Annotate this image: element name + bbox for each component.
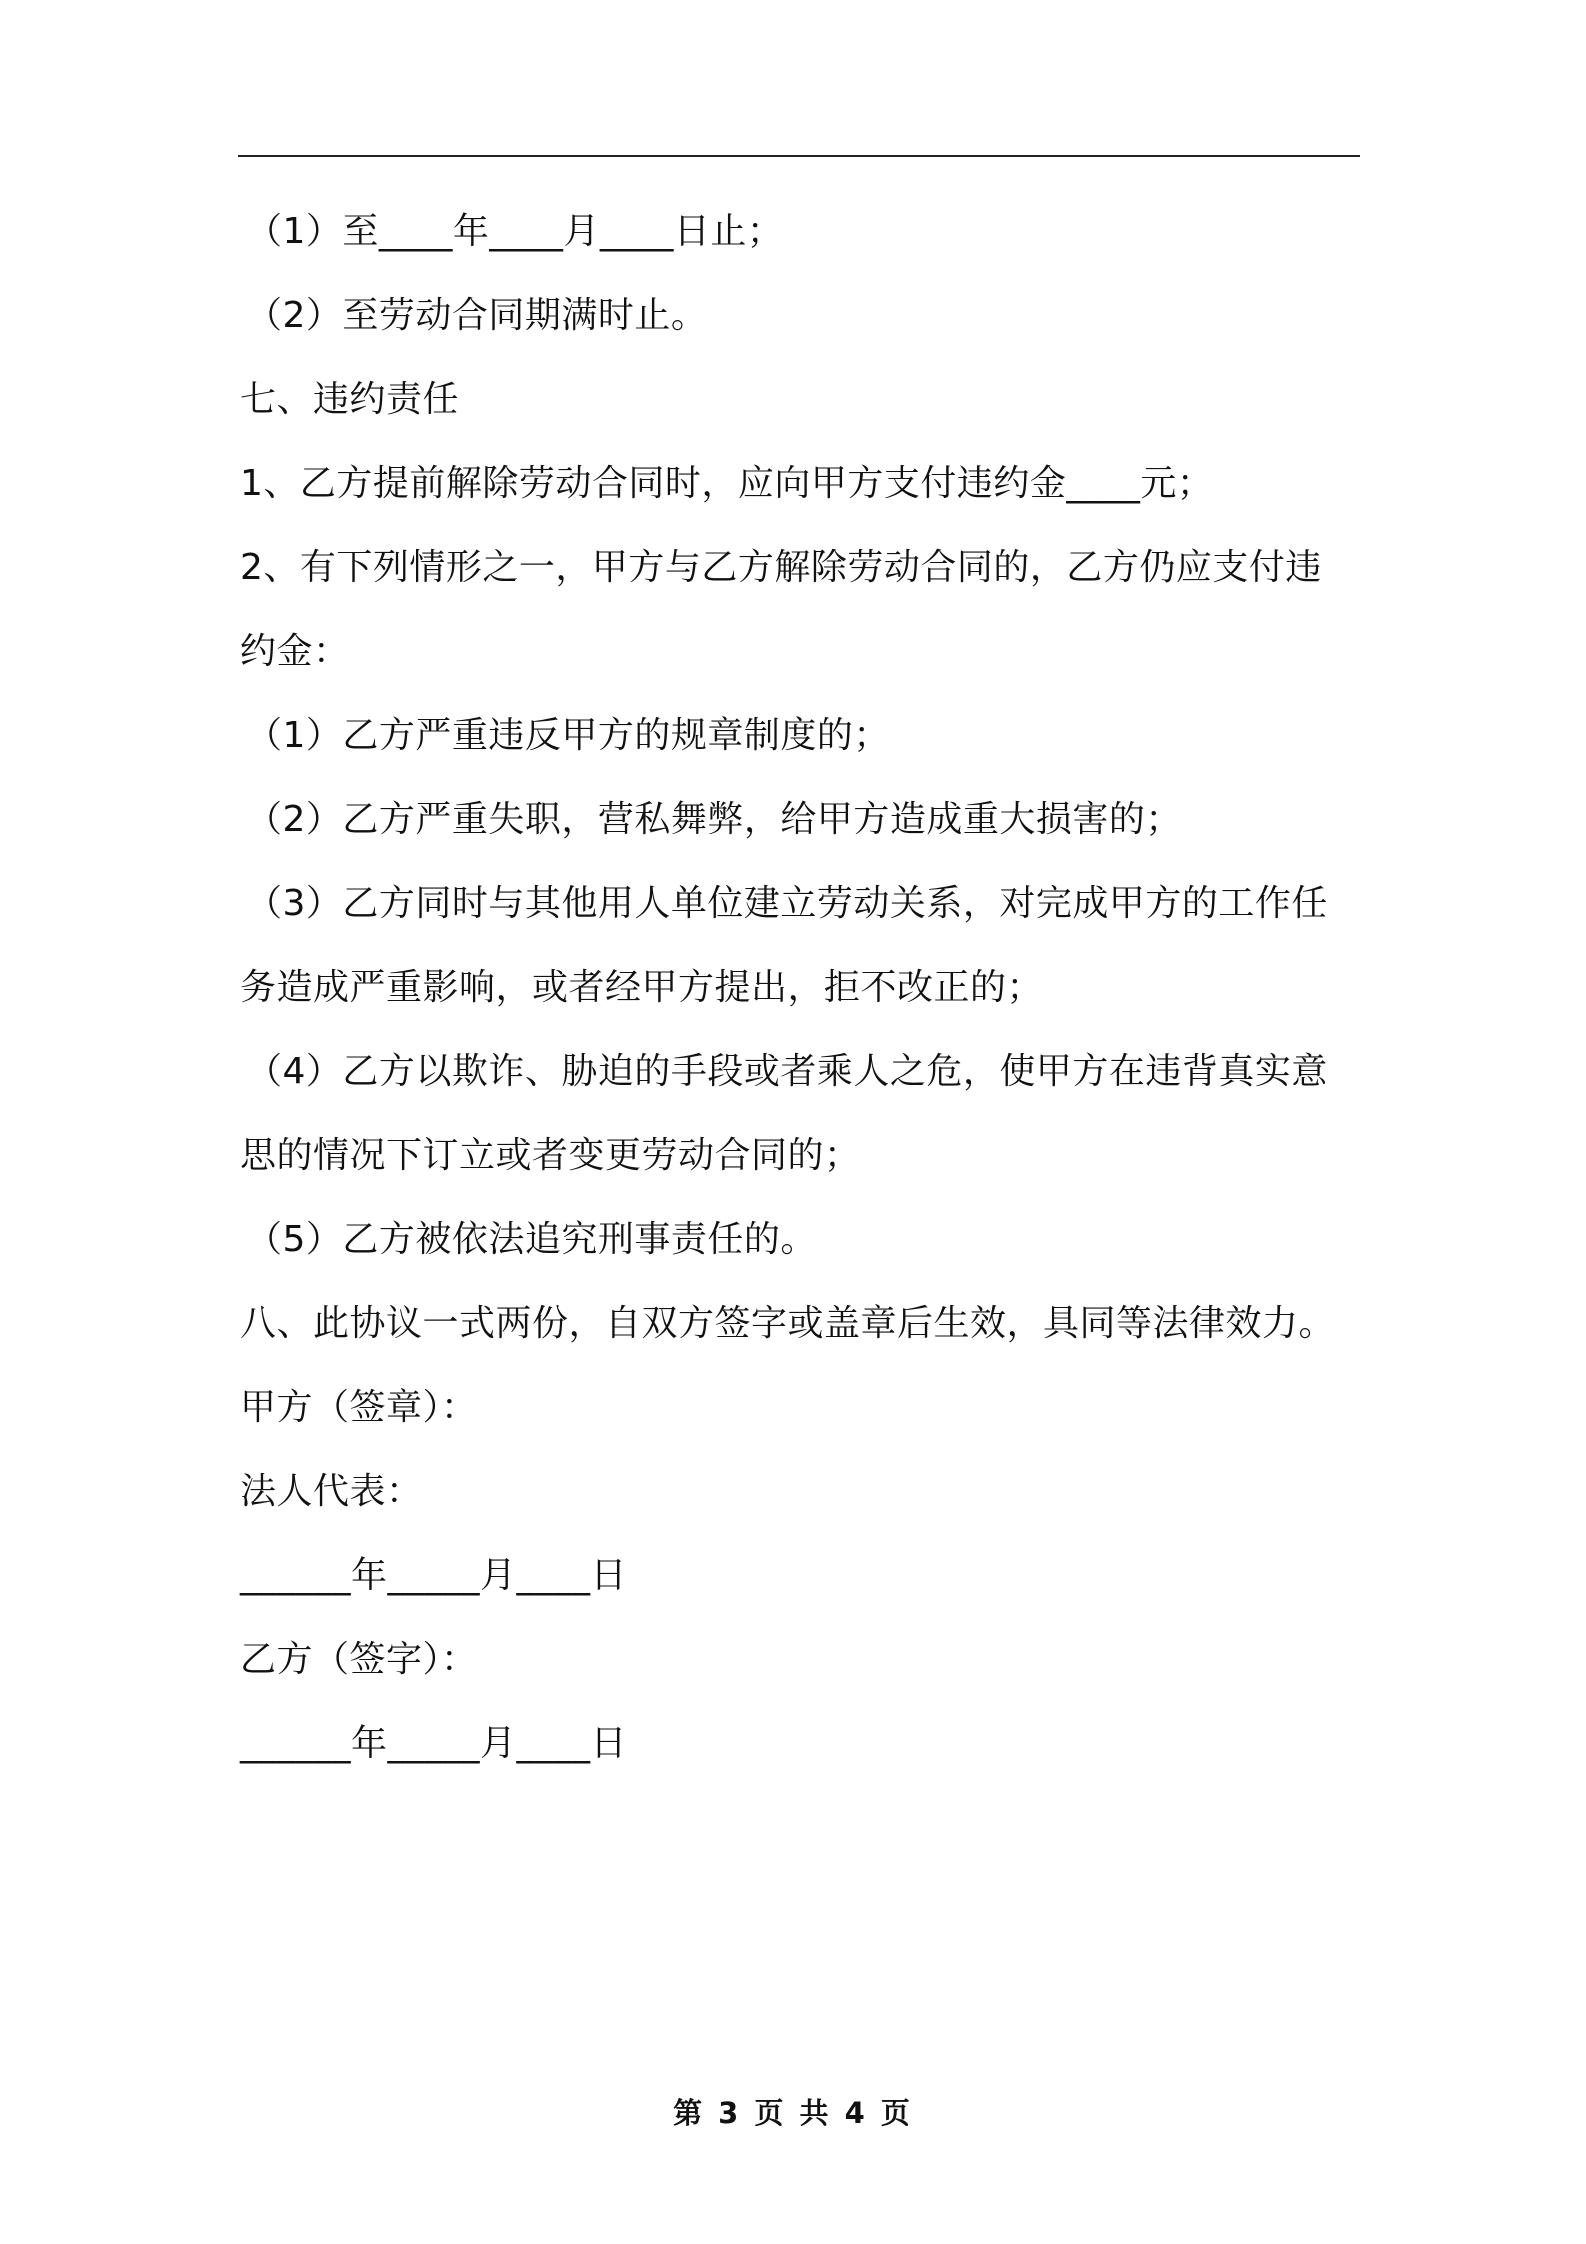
clause-2-continued: 约金： bbox=[240, 631, 350, 672]
party-b-date-line: ______年_____月____日 bbox=[240, 1723, 628, 1764]
case-item-4: （4）乙方以欺诈、胁迫的手段或者乘人之危，使甲方在违背真实意 bbox=[246, 1051, 1328, 1092]
clause-2: 2、有下列情形之一，甲方与乙方解除劳动合同的，乙方仍应支付违 bbox=[240, 547, 1322, 588]
clause-1: 1、乙方提前解除劳动合同时，应向甲方支付违约金____元； bbox=[240, 463, 1214, 504]
case-item-1: （1）乙方严重违反甲方的规章制度的； bbox=[246, 715, 890, 756]
legal-representative-label: 法人代表： bbox=[240, 1471, 423, 1512]
case-item-3: （3）乙方同时与其他用人单位建立劳动关系，对完成甲方的工作任 bbox=[246, 883, 1328, 924]
term-item-1: （1）至____年____月____日止； bbox=[246, 211, 784, 252]
party-a-signature-label: 甲方（签章）： bbox=[240, 1387, 478, 1428]
case-item-3-continued: 务造成严重影响，或者经甲方提出，拒不改正的； bbox=[240, 967, 1044, 1008]
party-a-date-line: ______年_____月____日 bbox=[240, 1555, 628, 1596]
section-heading-liability: 七、违约责任 bbox=[240, 379, 460, 420]
page-number-footer: 第 3 页 共 4 页 bbox=[673, 2096, 913, 2130]
case-item-5: （5）乙方被依法追究刑事责任的。 bbox=[246, 1219, 817, 1260]
term-item-2: （2）至劳动合同期满时止。 bbox=[246, 295, 708, 336]
header-rule bbox=[238, 155, 1360, 157]
case-item-2: （2）乙方严重失职，营私舞弊，给甲方造成重大损害的； bbox=[246, 799, 1182, 840]
document-body bbox=[240, 196, 1370, 1792]
case-item-4-continued: 思的情况下订立或者变更劳动合同的； bbox=[240, 1135, 861, 1176]
section-effectiveness: 八、此协议一式两份，自双方签字或盖章后生效，具同等法律效力。 bbox=[240, 1303, 1336, 1344]
party-b-signature-label: 乙方（签字）： bbox=[240, 1639, 478, 1680]
